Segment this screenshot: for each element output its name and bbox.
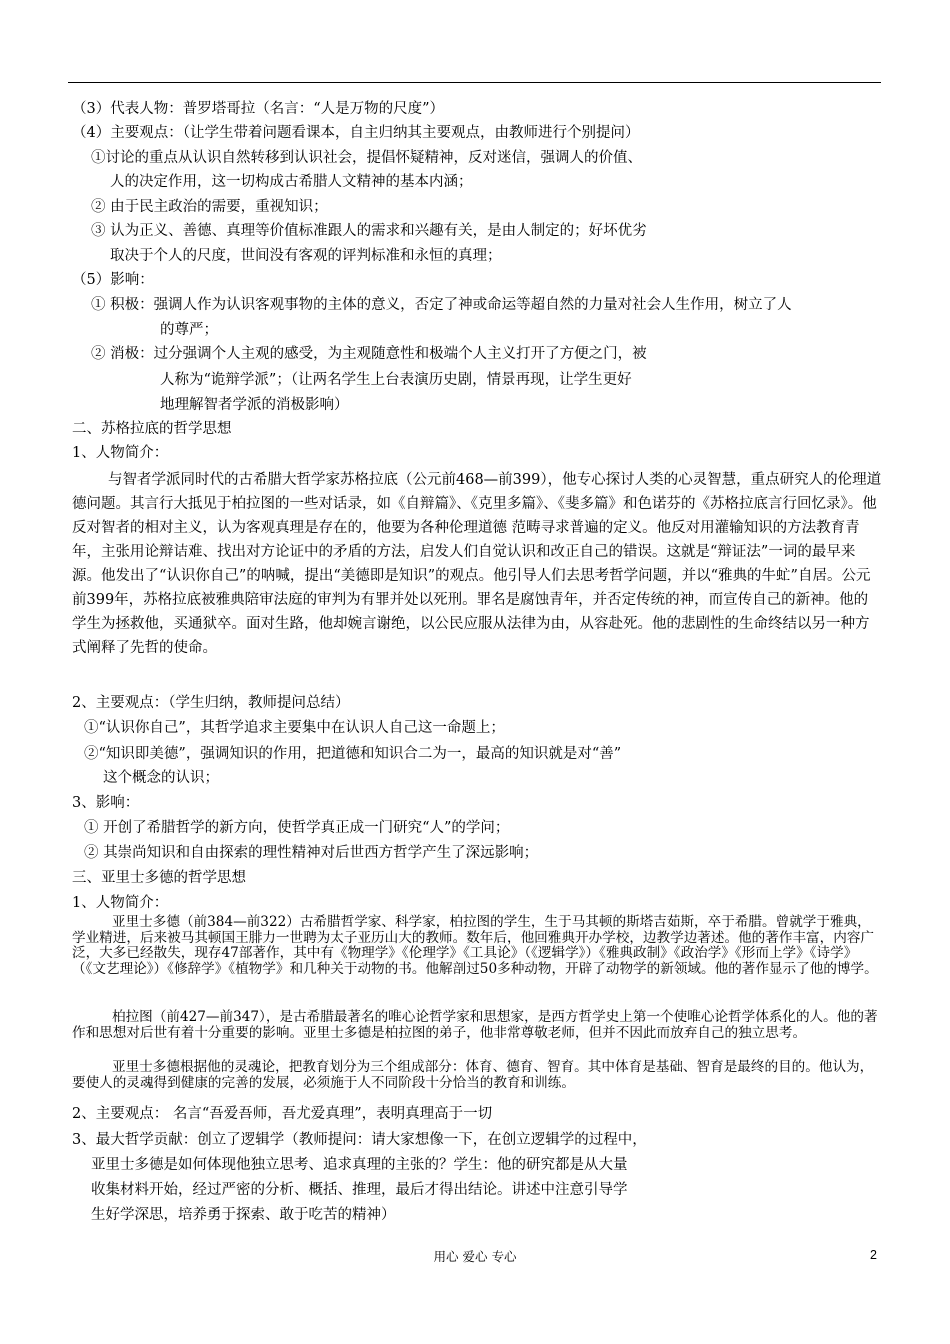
text-line: 收集材料开始，经过严密的分析、概括、推理，最后才得出结论。讲述中注意引导学 <box>91 1182 628 1198</box>
text-line: ② 由于民主政治的需要，重视知识； <box>91 199 328 215</box>
text-line: 1、人物简介： <box>72 895 169 911</box>
section-heading: 三、亚里士多德的哲学思想 <box>72 870 246 886</box>
text-line: 的尊严； <box>160 322 218 338</box>
text-line: 人称为“诡辩学派”；（让两名学生上台表演历史剧，情景再现，让学生更好 <box>160 372 632 388</box>
page-number: 2 <box>870 1248 877 1262</box>
text-line: 人的决定作用，这一切构成古希腊人文精神的基本内涵； <box>110 174 473 190</box>
text-line: ② 消极：过分强调个人主观的感受，为主观随意性和极端个人主义打开了方便之门，被 <box>91 346 647 362</box>
text-line: ③ 认为正义、善德、真理等价值标准跟人的需求和兴趣有关，是由人制定的；好坏优劣 <box>91 223 647 239</box>
text-line: ①讨论的重点从认识自然转移到认识社会，提倡怀疑精神，反对迷信，强调人的价值、 <box>91 150 642 166</box>
text-line: 2、主要观点： 名言“吾爱吾师，吾尤爱真理”，表明真理高于一切 <box>72 1106 493 1122</box>
text-line: 1、人物简介： <box>72 445 169 461</box>
text-line: ① 开创了希腊哲学的新方向，使哲学真正成一门研究“人”的学问； <box>84 820 510 836</box>
text-line: 2、主要观点：（学生归纳，教师提问总结） <box>72 695 350 711</box>
text-line: 生好学深思，培养勇于探索、敢于吃苦的精神） <box>91 1207 396 1223</box>
text-line: （5）影响： <box>72 272 154 288</box>
header-rule <box>68 82 881 83</box>
text-line: 取决于个人的尺度，世间没有客观的评判标准和永恒的真理； <box>110 248 502 264</box>
text-line: （3）代表人物：普罗塔哥拉（名言：“人是万物的尺度”） <box>72 101 445 117</box>
aristotle-bio-3: 亚里士多德根据他的灵魂论，把教育划分为三个组成部分：体育、德育、智育。其中体育是基础、智育是最终的目的。他认为，要使人的灵魂得到健康的完善的发展，必须施于人不同阶段十分恰当的教育和训练。 <box>72 1059 874 1091</box>
text-line: 这个概念的认识； <box>103 770 219 786</box>
text-line: 3、影响： <box>72 795 140 811</box>
text-line: （4）主要观点：（让学生带着问题看课本，自主归纳其主要观点，由教师进行个别提问） <box>72 125 640 141</box>
page-footer: 用心 爱心 专心 <box>433 1249 517 1264</box>
socrates-bio: 与智者学派同时代的古希腊大哲学家苏格拉底（公元前468—前399），他专心探讨人类的心灵智慧，重点研究人的伦理道德问题。其言行大抵见于柏拉图的一些对话录，如《自辩篇》、《克里多篇》、《斐多篇》和色诺芬的《苏格拉底言行回忆录》。他反对智者的相对主义，认为客观真理是存在的，他要为各种伦理道德 范畴寻求普遍的定义。他反对用灌输知识的方法教育青年，主张用论辩诘难、找出对方论证中的矛盾的方法，启发人们自觉认识和改正自己的错误。这就是“辩证法”一词的最早来源。他发出了“认识你自己”的呐喊，提出“美德即是知识”的观点。他引导人们去思考哲学问题，并以“雅典的牛虻”自居。公元前399年，苏格拉底被雅典陪审法庭的审判为有罪并处以死刑。罪名是腐蚀青年，并否定传统的神，而宣传自己的新神。他的学生为拯救他，买通狱卒。面对生路，他却婉言谢绝，以公民应服从法律为由，从容赴死。他的悲剧性的生命终结以另一种方式阐释了先哲的使命。 <box>72 472 882 656</box>
aristotle-bio-1: 亚里士多德（前384—前322）古希腊哲学家、科学家，柏拉图的学生，生于马其顿的斯塔吉茹斯，卒于希腊。曾就学于雅典，学业精进，后来被马其顿国王腓力一世聘为太子亚历山大的教师。数年后，他回雅典开办学校，边教学边著述。他的著作丰富，内容广泛，大多已经散失，现存47部著作，其中有《物理学》《伦理学》《工具论》（《逻辑学》）《雅典政制》《政治学》《形而上学》《诗学》（《文艺理论》）《修辞学》《植物学》和几种关于动物的书。他解剖过50多种动物，开辟了动物学的新领域。他的著作显示了他的博学。 <box>72 914 878 977</box>
text-line: 亚里士多德是如何体现他独立思考、追求真理的主张的？学生：他的研究都是从大量 <box>91 1157 628 1173</box>
text-line: ① 积极：强调人作为认识客观事物的主体的意义，否定了神或命运等超自然的力量对社会人生作用，树立了人 <box>91 297 792 313</box>
text-line: 3、最大哲学贡献：创立了逻辑学（教师提问：请大家想像一下，在创立逻辑学的过程中， <box>72 1132 647 1148</box>
text-line: 地理解智者学派的消极影响） <box>160 397 349 413</box>
text-line: ①“认识你自己”，其哲学追求主要集中在认识人自己这一命题上； <box>84 720 505 736</box>
text-line: ②“知识即美德”，强调知识的作用，把道德和知识合二为一，最高的知识就是对“善” <box>84 746 622 762</box>
text-line: ② 其崇尚知识和自由探索的理性精神对后世西方哲学产生了深远影响； <box>84 845 539 861</box>
section-heading: 二、苏格拉底的哲学思想 <box>72 421 232 437</box>
aristotle-bio-2: 柏拉图（前427—前347），是古希腊最著名的唯心论哲学家和思想家，是西方哲学史上第一个使唯心论哲学体系化的人。他的著作和思想对后世有着十分重要的影响。亚里士多德是柏拉图的弟子，他非常尊敬老师，但并不因此而放弃自己的独立思考。 <box>72 1009 878 1041</box>
